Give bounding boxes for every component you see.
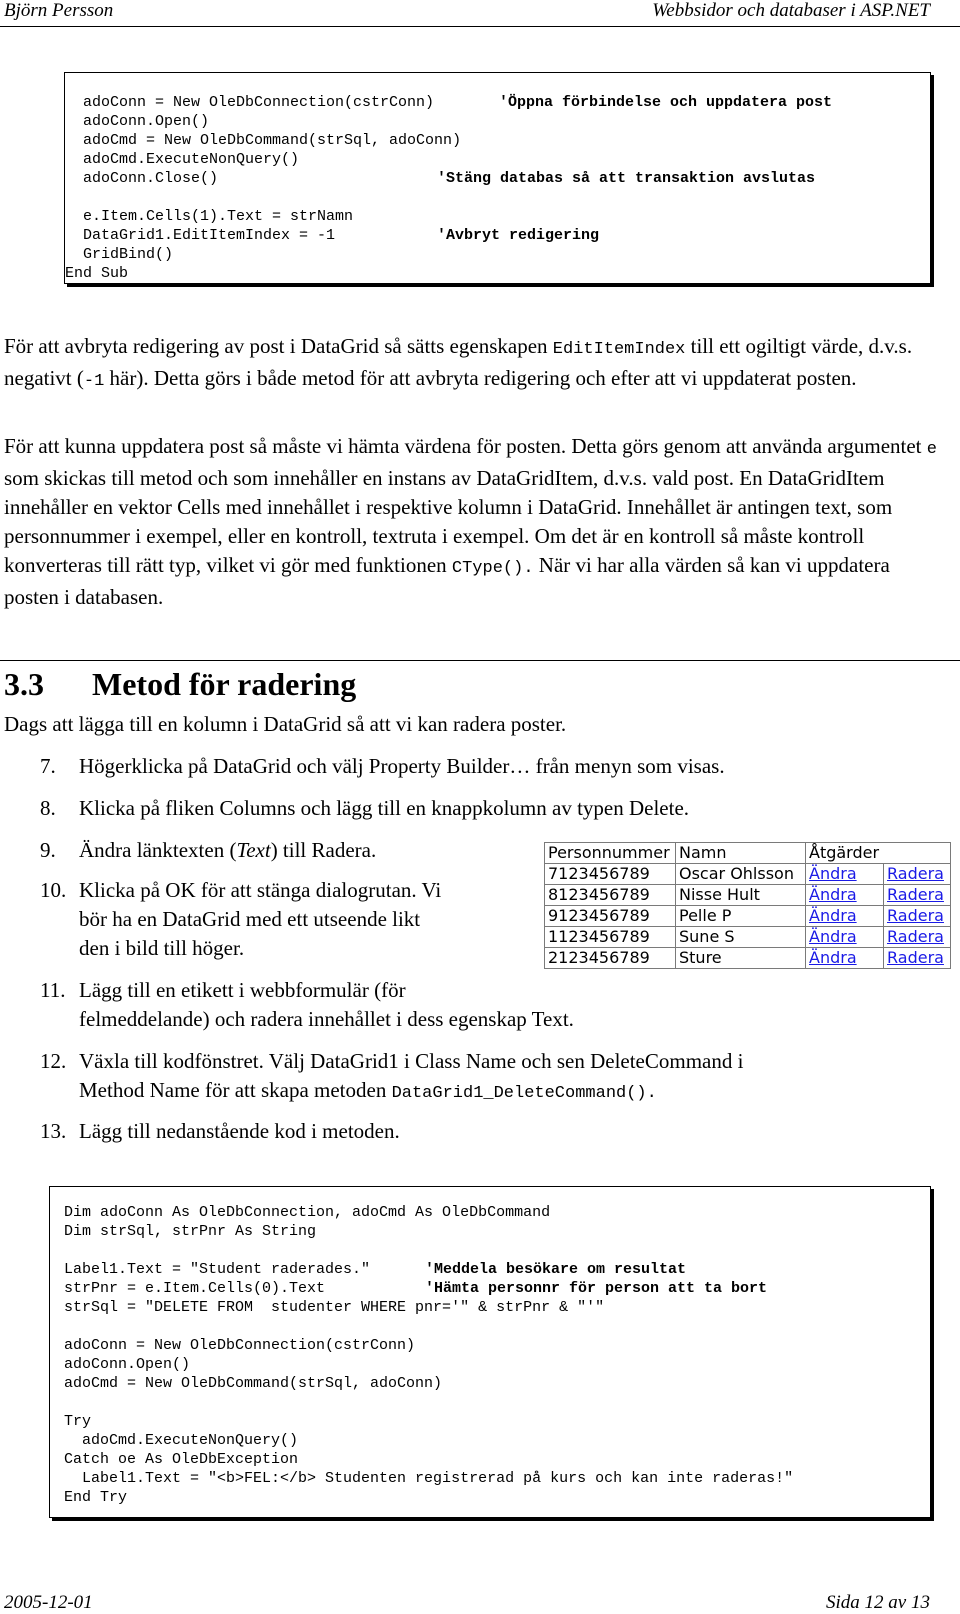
delete-link[interactable]: Radera bbox=[887, 927, 944, 946]
code-line: Catch oe As OleDbException bbox=[64, 1451, 299, 1468]
code-line: GridBind() bbox=[65, 246, 174, 263]
inline-code: CType(). bbox=[451, 559, 534, 578]
edit-link[interactable]: Ändra bbox=[809, 885, 857, 904]
datagrid-example bbox=[544, 842, 951, 969]
table-row: 7123456789 Oscar Ohlsson Ändra Radera bbox=[545, 864, 951, 885]
code-line: adoCmd = New OleDbCommand(strSql, adoConn) bbox=[65, 132, 462, 149]
code-line: Label1.Text = "Student raderades." bbox=[64, 1261, 371, 1278]
code-line: Dim adoConn As OleDbConnection, adoCmd As OleDbCommand bbox=[64, 1204, 551, 1221]
datagrid-header-row bbox=[545, 843, 951, 864]
inline-code: e bbox=[926, 440, 937, 459]
table-row: 8123456789 Nisse Hult Ändra Radera bbox=[545, 885, 951, 906]
code-line: adoCmd.ExecuteNonQuery() bbox=[65, 151, 300, 168]
code-line: strPnr = e.Item.Cells(0).Text bbox=[64, 1280, 326, 1297]
table-row: 2123456789 Sture Ändra Radera bbox=[545, 948, 951, 969]
code-block-top bbox=[64, 72, 931, 284]
table-row: 9123456789 Pelle P Ändra Radera bbox=[545, 906, 951, 927]
code-block-bottom bbox=[49, 1186, 931, 1518]
paragraph-edit-cancel: För att avbryta redigering av post i DataGrid så sätts egenskapen EditItemIndex till ett ogiltigt värde, d.v.s. negativt (-1 här). Detta görs i både metod för att avbryta redigering och efter att vi uppdaterat posten. bbox=[4, 334, 913, 391]
code-line: adoConn.Open() bbox=[64, 1356, 191, 1373]
delete-link[interactable]: Radera bbox=[887, 906, 944, 925]
code-comment: 'Meddela besökare om resultat bbox=[425, 1261, 687, 1278]
header-author: Björn Persson bbox=[4, 0, 114, 21]
inline-code: -1 bbox=[83, 372, 105, 391]
column-header: Personnummer bbox=[545, 843, 676, 864]
code-line: Label1.Text = "<b>FEL:</b> Studenten registrerad på kurs och kan inte raderas!" bbox=[64, 1470, 794, 1487]
paragraph-update-values: För att kunna uppdatera post så måste vi hämta värdena för posten. Detta görs genom att använda argumentet e som skickas till metod och som innehåller en instans av DataGridItem, d.v.s. vald post. En DataGridItem innehåller en vektor Cells med innehållet i respektive kolumn i DataGrid. Innehållet är antingen text, som personnummer i exempel, eller en kontroll, textruta i exempel. Om det är en kontroll så måste kontroll konverteras till rätt typ, vilket vi gör med funktionen CType(). När vi har alla värden så kan vi uppdatera posten i databasen. bbox=[4, 434, 937, 609]
footer-date: 2005-12-01 bbox=[4, 1592, 93, 1613]
edit-link[interactable]: Ändra bbox=[809, 864, 857, 883]
section-heading: 3.3 Metod för radering bbox=[4, 666, 357, 702]
code-comment: 'Hämta personnr för person att ta bort bbox=[425, 1280, 768, 1297]
delete-link[interactable]: Radera bbox=[887, 948, 944, 967]
footer-page-number: Sida 12 av 13 bbox=[826, 1592, 930, 1613]
code-comment: 'Avbryt redigering bbox=[437, 227, 600, 244]
code-line: adoConn = New OleDbConnection(cstrConn) bbox=[65, 94, 435, 111]
code-line: e.Item.Cells(1).Text = strNamn bbox=[65, 208, 354, 225]
code-line: strSql = "DELETE FROM studenter WHERE pnr='" & strPnr & "'" bbox=[64, 1299, 605, 1316]
code-line: adoCmd = New OleDbCommand(strSql, adoConn) bbox=[64, 1375, 443, 1392]
edit-link[interactable]: Ändra bbox=[809, 927, 857, 946]
code-line: adoConn = New OleDbConnection(cstrConn) bbox=[64, 1337, 416, 1354]
code-comment: 'Öppna förbindelse och uppdatera post bbox=[499, 94, 833, 111]
code-box-shadow bbox=[931, 75, 934, 287]
code-box-shadow bbox=[931, 1189, 934, 1521]
code-box-shadow bbox=[67, 284, 933, 287]
header-rule bbox=[0, 26, 960, 27]
header-title: Webbsidor och databaser i ASP.NET bbox=[652, 0, 930, 21]
code-line: Try bbox=[64, 1413, 92, 1430]
delete-link[interactable]: Radera bbox=[887, 864, 944, 883]
code-line: adoConn.Close() bbox=[65, 170, 219, 187]
delete-link[interactable]: Radera bbox=[887, 885, 944, 904]
column-header: Åtgärder bbox=[806, 843, 951, 864]
code-line: End Try bbox=[64, 1489, 128, 1506]
code-line: adoConn.Open() bbox=[65, 113, 210, 130]
code-line: End Sub bbox=[65, 265, 129, 282]
section-intro: Dags att lägga till en kolumn i DataGrid så att vi kan radera poster. bbox=[4, 712, 567, 736]
page-header bbox=[0, 0, 960, 28]
edit-link[interactable]: Ändra bbox=[809, 948, 857, 967]
code-line: adoCmd.ExecuteNonQuery() bbox=[64, 1432, 299, 1449]
section-rule bbox=[0, 660, 960, 661]
page-footer bbox=[0, 1592, 960, 1613]
column-header: Namn bbox=[676, 843, 806, 864]
code-line: DataGrid1.EditItemIndex = -1 bbox=[65, 227, 336, 244]
table-row: 1123456789 Sune S Ändra Radera bbox=[545, 927, 951, 948]
inline-code: EditItemIndex bbox=[552, 340, 686, 359]
inline-code: DataGrid1_DeleteCommand(). bbox=[391, 1084, 657, 1103]
code-line: Dim strSql, strPnr As String bbox=[64, 1223, 317, 1240]
code-box-shadow bbox=[52, 1518, 934, 1521]
code-comment: 'Stäng databas så att transaktion avslutas bbox=[437, 170, 816, 187]
edit-link[interactable]: Ändra bbox=[809, 906, 857, 925]
